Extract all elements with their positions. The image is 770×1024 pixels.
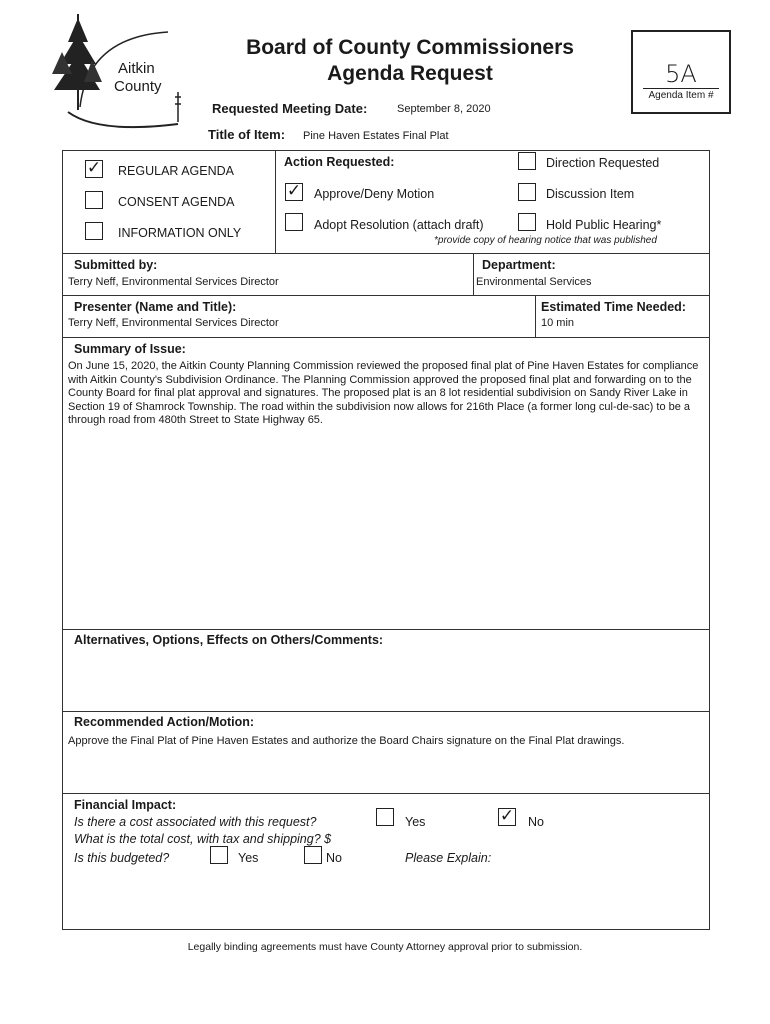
agenda-item-box (631, 30, 731, 114)
item-title-value: Pine Haven Estates Final Plat (303, 130, 449, 142)
approve-deny-label: Approve/Deny Motion (314, 187, 435, 201)
cost-yes-label: Yes (405, 815, 426, 829)
divider (63, 793, 709, 794)
direction-requested-checkbox[interactable] (518, 152, 536, 170)
divider (473, 253, 474, 295)
time-needed-value: 10 min (541, 317, 575, 329)
hearing-note: *provide copy of hearing notice that was published (434, 235, 657, 246)
summary-text: On June 15, 2020, the Aitkin County Planning Commission reviewed the proposed final plat of Pine Haven Estates for compliance with Aitkin County's Subdivision Ordinance. The Planning Commission approved the proposed final plat and forwarding on to the County Board for final plat approval and signatures. The proposed plat is an 8 lot residential subdivision on Sandy River Lake in Section 19 of Shamrock Township. The road within the subdivision now allows for 216th Place (a former long cul-de-sac) to be a through road from 480th Street to State Highway 65. (68, 360, 699, 426)
submitted-by-label: Submitted by: (74, 258, 158, 272)
cost-no-label: No (528, 815, 544, 829)
meeting-date-value: September 8, 2020 (397, 103, 491, 115)
consent-agenda-checkbox[interactable] (85, 191, 103, 209)
divider (535, 295, 536, 337)
recommended-label: Recommended Action/Motion: (74, 715, 255, 729)
recommended-text: Approve the Final Plat of Pine Haven Estates and authorize the Board Chairs signature on the Final Plat drawings. (68, 735, 625, 747)
information-only-checkbox[interactable] (85, 222, 103, 240)
divider (63, 337, 709, 338)
regular-agenda-checkbox[interactable]: ✓ (86, 158, 102, 178)
cost-no-checkbox[interactable]: ✓ (499, 806, 515, 826)
hold-public-hearing-label: Hold Public Hearing* (546, 218, 662, 232)
presenter-label: Presenter (Name and Title): (74, 300, 237, 314)
budgeted-no-checkbox[interactable] (304, 846, 322, 864)
time-needed-label: Estimated Time Needed: (541, 300, 686, 314)
presenter-value: Terry Neff, Environmental Services Director (68, 317, 279, 329)
page-subtitle: Agenda Request (327, 62, 493, 85)
regular-agenda-label: REGULAR AGENDA (118, 164, 235, 178)
budgeted-yes-checkbox[interactable] (210, 846, 228, 864)
agenda-item-underline (643, 88, 719, 89)
budgeted-no-label: No (326, 851, 342, 865)
item-title-label: Title of Item: (208, 127, 286, 142)
agenda-item-number: 5A (665, 60, 697, 88)
hold-public-hearing-checkbox[interactable] (518, 213, 536, 231)
adopt-resolution-label: Adopt Resolution (attach draft) (314, 218, 484, 232)
divider (63, 711, 709, 712)
cost-yes-checkbox[interactable] (376, 808, 394, 826)
department-label: Department: (482, 258, 556, 272)
submitted-by-value: Terry Neff, Environmental Services Director (68, 276, 279, 288)
page-title: Board of County Commissioners (246, 36, 574, 59)
action-requested-label: Action Requested: (284, 155, 395, 169)
cost-question: Is there a cost associated with this request? (74, 815, 317, 829)
budgeted-yes-label: Yes (238, 851, 259, 865)
divider (63, 629, 709, 630)
please-explain-label: Please Explain: (405, 851, 492, 865)
divider (275, 151, 276, 253)
divider (63, 253, 709, 254)
divider (63, 295, 709, 296)
approve-deny-checkbox[interactable]: ✓ (286, 181, 302, 201)
direction-requested-label: Direction Requested (546, 156, 660, 170)
summary-label: Summary of Issue: (74, 342, 186, 356)
discussion-item-checkbox[interactable] (518, 183, 536, 201)
consent-agenda-label: CONSENT AGENDA (118, 195, 235, 209)
meeting-date-label: Requested Meeting Date: (212, 101, 368, 116)
agenda-item-caption: Agenda Item # (648, 90, 714, 101)
department-value: Environmental Services (476, 276, 592, 288)
information-only-label: INFORMATION ONLY (118, 226, 242, 240)
total-cost-question: What is the total cost, with tax and shipping? $ (74, 832, 332, 846)
logo-line1: Aitkin (118, 60, 155, 77)
logo-line2: County (114, 78, 162, 95)
budgeted-question: Is this budgeted? (74, 851, 170, 865)
alternatives-label: Alternatives, Options, Effects on Others/Comments: (74, 633, 384, 647)
aitkin-county-logo (38, 12, 198, 132)
footer-note: Legally binding agreements must have County Attorney approval prior to submission. (187, 941, 583, 953)
financial-impact-label: Financial Impact: (74, 798, 177, 812)
discussion-item-label: Discussion Item (546, 187, 635, 201)
adopt-resolution-checkbox[interactable] (285, 213, 303, 231)
